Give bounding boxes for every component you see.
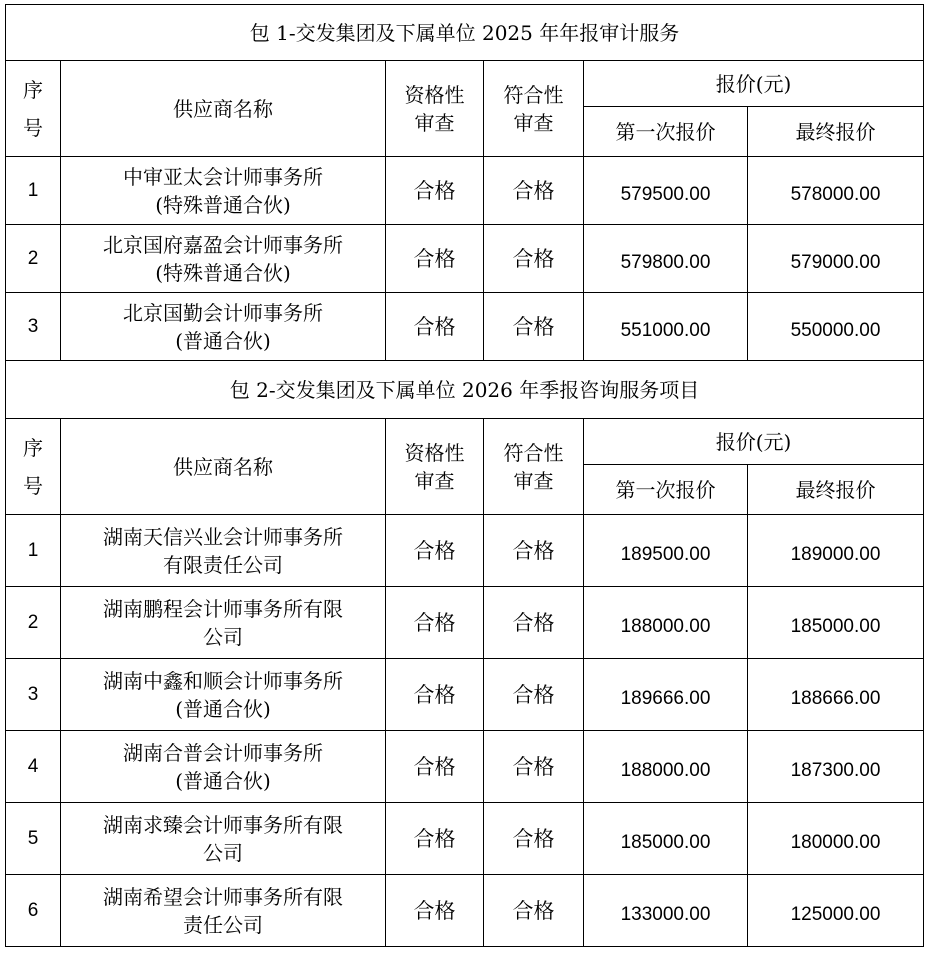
supplier-name-line2: (特殊普通合伙) <box>155 192 291 217</box>
final-price-header: 最终报价 <box>748 107 924 157</box>
table-row <box>6 803 924 875</box>
supplier-name <box>61 659 386 731</box>
first-price: 189666.00 <box>584 659 748 731</box>
compliance-header-line2: 审查 <box>513 468 554 493</box>
table-row <box>6 157 924 225</box>
seq-header-top: 序 <box>23 77 43 102</box>
final-price: 187300.00 <box>748 731 924 803</box>
supplier-name-line2: (普通合伙) <box>175 696 271 721</box>
row-number: 1 <box>6 515 61 587</box>
supplier-name <box>61 587 386 659</box>
qualification-header-line2: 审查 <box>414 110 455 135</box>
seq-header <box>6 419 61 515</box>
row-number: 3 <box>6 293 61 361</box>
supplier-name-line2: 有限责任公司 <box>163 552 283 577</box>
final-price: 180000.00 <box>748 803 924 875</box>
supplier-name-line2: (普通合伙) <box>175 328 271 353</box>
first-price-header: 第一次报价 <box>584 107 748 157</box>
price-header: 报价(元) <box>584 419 924 465</box>
qualification-result: 合格 <box>386 875 484 947</box>
final-price: 125000.00 <box>748 875 924 947</box>
first-price: 551000.00 <box>584 293 748 361</box>
seq-header <box>6 61 61 157</box>
supplier-name-line2: (特殊普通合伙) <box>155 260 291 285</box>
supplier-name <box>61 731 386 803</box>
compliance-result: 合格 <box>484 157 584 225</box>
qualification-result: 合格 <box>386 225 484 293</box>
row-number: 1 <box>6 157 61 225</box>
qualification-header-line1: 资格性 <box>404 82 465 107</box>
final-price: 579000.00 <box>748 225 924 293</box>
table-row <box>6 225 924 293</box>
qualification-result: 合格 <box>386 731 484 803</box>
compliance-header-line2: 审查 <box>513 110 554 135</box>
supplier-name-line2: (普通合伙) <box>175 768 271 793</box>
supplier-name <box>61 803 386 875</box>
first-price: 189500.00 <box>584 515 748 587</box>
final-price: 578000.00 <box>748 157 924 225</box>
compliance-header <box>484 419 584 515</box>
first-price: 188000.00 <box>584 587 748 659</box>
row-number: 6 <box>6 875 61 947</box>
supplier-name-line1: 湖南天信兴业会计师事务所 <box>103 524 343 549</box>
row-number: 5 <box>6 803 61 875</box>
final-price: 185000.00 <box>748 587 924 659</box>
row-number: 4 <box>6 731 61 803</box>
supplier-name-line2: 公司 <box>203 624 243 649</box>
qualification-result: 合格 <box>386 293 484 361</box>
row-number: 2 <box>6 225 61 293</box>
supplier-name-line1: 湖南合普会计师事务所 <box>123 740 323 765</box>
compliance-header-line1: 符合性 <box>503 82 564 107</box>
table-row <box>6 875 924 947</box>
qualification-result: 合格 <box>386 587 484 659</box>
qualification-header-line2: 审查 <box>414 468 455 493</box>
qualification-result: 合格 <box>386 659 484 731</box>
table-row <box>6 731 924 803</box>
compliance-result: 合格 <box>484 803 584 875</box>
table-row <box>6 587 924 659</box>
supplier-name <box>61 157 386 225</box>
qualification-header <box>386 419 484 515</box>
first-price-header: 第一次报价 <box>584 465 748 515</box>
package-title: 包 2-交发集团及下属单位 2026 年季报咨询服务项目 <box>6 361 924 419</box>
compliance-result: 合格 <box>484 659 584 731</box>
supplier-name-line1: 中审亚太会计师事务所 <box>123 164 323 189</box>
supplier-name <box>61 875 386 947</box>
compliance-result: 合格 <box>484 731 584 803</box>
qualification-header <box>386 61 484 157</box>
final-price: 189000.00 <box>748 515 924 587</box>
supplier-name-line1: 湖南鹏程会计师事务所有限 <box>103 596 343 621</box>
first-price: 133000.00 <box>584 875 748 947</box>
first-price: 579800.00 <box>584 225 748 293</box>
supplier-name <box>61 293 386 361</box>
compliance-header <box>484 61 584 157</box>
qualification-result: 合格 <box>386 157 484 225</box>
table-row <box>6 659 924 731</box>
final-price-header: 最终报价 <box>748 465 924 515</box>
supplier-name-line2: 公司 <box>203 840 243 865</box>
seq-header-bottom: 号 <box>23 473 43 498</box>
row-number: 3 <box>6 659 61 731</box>
row-number: 2 <box>6 587 61 659</box>
supplier-name-line1: 北京国府嘉盈会计师事务所 <box>103 232 343 257</box>
compliance-result: 合格 <box>484 515 584 587</box>
compliance-header-line1: 符合性 <box>503 440 564 465</box>
supplier-name-line1: 湖南中鑫和顺会计师事务所 <box>103 668 343 693</box>
supplier-name <box>61 225 386 293</box>
supplier-header: 供应商名称 <box>61 419 386 515</box>
seq-header-bottom: 号 <box>23 115 43 140</box>
seq-header-top: 序 <box>23 435 43 460</box>
table-row <box>6 293 924 361</box>
bid-results-table <box>5 4 924 947</box>
compliance-result: 合格 <box>484 293 584 361</box>
first-price: 579500.00 <box>584 157 748 225</box>
compliance-result: 合格 <box>484 587 584 659</box>
compliance-result: 合格 <box>484 875 584 947</box>
price-header: 报价(元) <box>584 61 924 107</box>
supplier-name-line1: 湖南求臻会计师事务所有限 <box>103 812 343 837</box>
table-row <box>6 515 924 587</box>
first-price: 185000.00 <box>584 803 748 875</box>
first-price: 188000.00 <box>584 731 748 803</box>
package-title: 包 1-交发集团及下属单位 2025 年年报审计服务 <box>6 5 924 61</box>
final-price: 188666.00 <box>748 659 924 731</box>
supplier-name <box>61 515 386 587</box>
supplier-name-line1: 北京国勤会计师事务所 <box>123 300 323 325</box>
qualification-result: 合格 <box>386 803 484 875</box>
final-price: 550000.00 <box>748 293 924 361</box>
qualification-result: 合格 <box>386 515 484 587</box>
qualification-header-line1: 资格性 <box>404 440 465 465</box>
supplier-name-line2: 责任公司 <box>183 912 263 937</box>
compliance-result: 合格 <box>484 225 584 293</box>
supplier-header: 供应商名称 <box>61 61 386 157</box>
supplier-name-line1: 湖南希望会计师事务所有限 <box>103 884 343 909</box>
